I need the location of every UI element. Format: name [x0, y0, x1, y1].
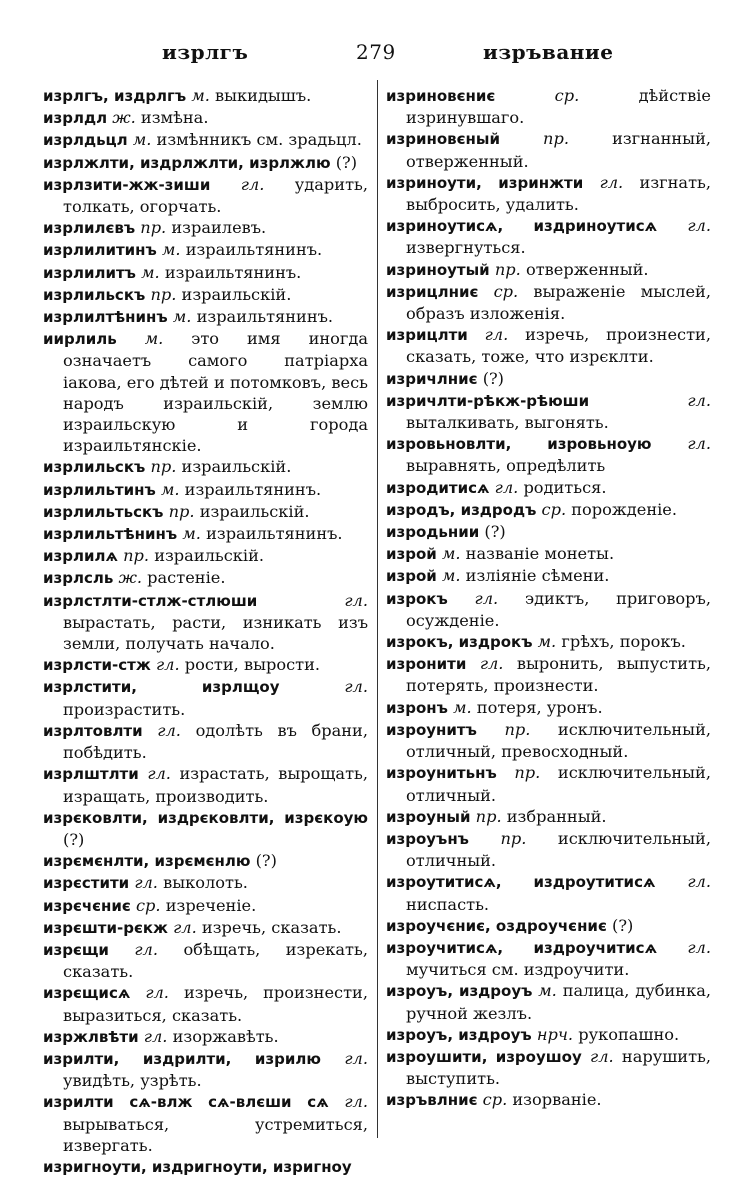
grammar-label: пр.	[168, 501, 195, 521]
grammar-label: ср.	[482, 1090, 508, 1110]
headword: изровьновлти, изровьноую	[386, 435, 652, 454]
definition: дѣйствіе изринувшаго.	[406, 86, 711, 128]
definition: избранный.	[506, 806, 607, 826]
dictionary-entry	[386, 915, 711, 937]
dictionary-entry	[43, 1156, 368, 1178]
dictionary-entry	[386, 653, 711, 696]
dictionary-entry	[43, 807, 368, 850]
definition: выравнять, опредѣлить	[406, 456, 606, 476]
dictionary-entry	[43, 1091, 368, 1156]
definition: вырастать, расти, изникать изъ земли, получать начало.	[63, 612, 368, 654]
headword: изрлзити-жж-зиши	[43, 175, 211, 194]
headword: изрлстлти-стлж-стлюши	[43, 591, 258, 610]
headword: изроучитисѧ, издроучитисѧ	[386, 938, 658, 957]
grammar-label: гл.	[687, 937, 711, 957]
grammar-label: гл.	[344, 590, 368, 610]
grammar-label: м.	[441, 566, 461, 586]
definition: грѣхъ, порокъ.	[561, 632, 686, 652]
dictionary-entry	[386, 499, 711, 521]
dictionary-entry	[43, 939, 368, 982]
dictionary-entry	[43, 328, 368, 456]
dictionary-entry	[43, 306, 368, 328]
headword: изроутитисѧ, издроутитисѧ	[386, 873, 656, 892]
headword: изриноутый	[386, 260, 490, 279]
headword: изроучєниє, оздроучєниє	[386, 916, 607, 935]
definition: это имя иногда означаетъ самого патріарха іакова, его дѣтей и потомковъ, весь народъ израильскій, землю израильскую и города израильтянскіе.	[63, 329, 369, 456]
definition: изгнать, выбросить, удалить.	[406, 172, 711, 215]
dictionary-entry	[43, 676, 368, 719]
headword: изржлвѣти	[43, 1027, 139, 1046]
grammar-label: гл.	[344, 677, 368, 697]
definition: выкидышъ.	[215, 86, 312, 105]
headword: изроушити, изроушоу	[386, 1047, 582, 1066]
headword: изрилти, издрилти, изрилю	[43, 1049, 321, 1068]
dictionary-entry	[43, 590, 368, 655]
dictionary-entry	[386, 828, 711, 871]
grammar-label: пр.	[543, 129, 569, 149]
definition: израильтянинъ.	[196, 307, 334, 327]
dictionary-entry	[386, 172, 711, 215]
headword: изричлти-рѣкж-рѣюши	[386, 391, 590, 410]
dictionary-entry	[43, 982, 368, 1025]
grammar-label: м.	[182, 524, 201, 544]
dictionary-entry	[43, 479, 368, 501]
definition: эдиктъ, приговоръ, осужденіе.	[406, 588, 711, 630]
headword: изродьнии	[386, 523, 480, 542]
headword: изриноути, изринжти	[386, 173, 584, 192]
headword: изродитисѧ	[386, 478, 490, 497]
grammar-label: пр.	[514, 763, 541, 783]
grammar-label: гл.	[134, 873, 158, 893]
definition: вырываться, устремиться, извергать.	[63, 1114, 368, 1155]
dictionary-entry	[43, 1048, 368, 1091]
definition: израильтянинъ.	[185, 240, 323, 260]
dictionary-entry	[386, 543, 711, 565]
definition: названіе монеты.	[465, 544, 615, 564]
dictionary-entry	[386, 762, 711, 805]
definition: нарушить, выступить.	[406, 1046, 711, 1089]
page-number: 279	[356, 40, 396, 64]
definition: (?)	[63, 829, 85, 849]
left-column	[43, 85, 368, 1178]
definition: (?)	[255, 851, 277, 871]
definition: палица, дубинка, ручной жезлъ.	[406, 981, 711, 1023]
definition: мучиться см. издроучити.	[406, 960, 630, 980]
headword: иирлиль	[43, 330, 117, 349]
grammar-label: гл.	[240, 174, 265, 194]
dictionary-entry	[386, 390, 711, 433]
grammar-label: м.	[537, 632, 557, 652]
headword: изръвлниє	[386, 1091, 478, 1110]
dictionary-entry	[386, 719, 711, 762]
definition: рости, вырости.	[184, 655, 321, 675]
dictionary-entry	[43, 763, 368, 806]
headword: изроуъ, издроуъ	[386, 982, 533, 1001]
definition: выталкивать, выгонять.	[406, 413, 609, 433]
grammar-label: гл.	[474, 588, 499, 608]
headword: изрицлти	[386, 326, 468, 345]
grammar-label: ср.	[541, 499, 567, 519]
headword: изрлжлти, издрлжлти, изрлжлю	[43, 153, 331, 172]
headword: изроунитьнъ	[386, 764, 497, 783]
grammar-label: м.	[160, 479, 180, 499]
dictionary-entry	[386, 281, 711, 324]
headword: изрлильскъ	[43, 458, 146, 477]
definition: израилевъ.	[171, 218, 267, 238]
dictionary-entry	[386, 521, 711, 543]
dictionary-entry	[43, 523, 368, 545]
definition: родиться.	[523, 477, 607, 497]
definition: изречь, произнести, сказать, тоже, что изрєклти.	[406, 325, 711, 367]
dictionary-entry	[386, 368, 711, 390]
dictionary-entry	[386, 937, 711, 980]
definition: израильскій.	[154, 546, 264, 566]
grammar-label: гл.	[143, 1026, 168, 1046]
headword: изрлсти-стж	[43, 656, 151, 675]
grammar-label: м.	[453, 697, 472, 717]
grammar-label: пр.	[475, 806, 502, 826]
grammar-label: гл.	[590, 1046, 614, 1066]
headword: изрєщи	[43, 940, 109, 959]
grammar-label: нрч.	[536, 1024, 574, 1044]
definition: (?)	[612, 915, 634, 935]
definition: выраженіе мыслей, образъ изложенія.	[406, 281, 711, 324]
grammar-label: м.	[172, 307, 192, 327]
definition: ударить, толкать, огорчать.	[63, 174, 368, 217]
grammar-label: пр.	[150, 457, 177, 477]
dictionary-entry	[43, 850, 368, 872]
grammar-label: ср.	[554, 86, 580, 105]
headword: изроуъ, издроуъ	[386, 1025, 532, 1044]
definition: потеря, уронъ.	[476, 697, 603, 717]
grammar-label: гл.	[687, 434, 711, 454]
headword: изрлилитинъ	[43, 241, 157, 260]
headword: изрєстити	[43, 874, 130, 893]
headword: изрлильтѣнинъ	[43, 525, 178, 544]
grammar-label: гл.	[494, 477, 519, 497]
headword: изрлилєвъ	[43, 219, 136, 238]
dictionary-entry	[386, 259, 711, 281]
definition: растеніе.	[147, 568, 226, 588]
headword: изронити	[386, 655, 467, 674]
dictionary-entry	[43, 720, 368, 763]
dictionary-entry	[43, 567, 368, 589]
headword: изрой	[386, 545, 437, 564]
headword: изроуный	[386, 807, 471, 826]
definition: израильскій.	[199, 501, 310, 521]
dictionary-entry	[386, 1024, 711, 1046]
dictionary-entry	[386, 477, 711, 499]
definition: (?)	[482, 368, 504, 388]
grammar-label: гл.	[147, 764, 171, 784]
definition: одолѣть въ брани, побѣдить.	[63, 720, 368, 763]
dictionary-entry	[386, 85, 711, 128]
grammar-label: гл.	[687, 216, 711, 236]
dictionary-entry	[386, 215, 711, 258]
grammar-label: м.	[161, 240, 181, 260]
grammar-label: пр.	[504, 719, 531, 739]
definition: рукопашно.	[578, 1024, 680, 1044]
grammar-label: ж.	[112, 108, 136, 128]
grammar-label: м.	[191, 86, 210, 105]
grammar-label: м.	[144, 329, 164, 349]
headword: изриновєниє	[386, 87, 496, 105]
headword: изрємєнлти, изрємєнлю	[43, 852, 251, 871]
dictionary-entry	[43, 174, 368, 217]
definition: порожденіе.	[571, 499, 678, 519]
headword: изрилти сѧ-влж сѧ-влєши сѧ	[43, 1093, 329, 1112]
column-divider	[377, 80, 378, 1138]
grammar-label: пр.	[150, 284, 177, 304]
grammar-label: гл.	[157, 720, 181, 740]
dictionary-entry	[386, 1089, 711, 1111]
headword: изродъ, издродъ	[386, 500, 537, 519]
definition: изліяніе сѣмени.	[465, 566, 610, 586]
dictionary-entry	[386, 980, 711, 1023]
headword: изрокъ, издрокъ	[386, 633, 533, 652]
headword: изрєковлти, издрєковлти, изрєкоую	[43, 808, 368, 827]
headword: изрлильтинъ	[43, 480, 156, 499]
headword: изриноутисѧ, издриноутисѧ	[386, 217, 658, 236]
headword: изрлдл	[43, 109, 108, 128]
dictionary-entry	[43, 217, 368, 239]
headword: изрлсль	[43, 569, 114, 588]
grammar-label: ср.	[135, 895, 161, 915]
headword: изрлштлти	[43, 765, 139, 784]
dictionary-entry	[43, 654, 368, 676]
headword: изрлгъ, издрлгъ	[43, 87, 187, 105]
definition: (?)	[335, 152, 358, 172]
definition: изречь, сказать.	[201, 917, 342, 937]
definition: (?)	[484, 522, 506, 542]
dictionary-entry	[43, 152, 368, 174]
dictionary-entry	[386, 565, 711, 587]
headword: изрлильтьскъ	[43, 502, 164, 521]
dictionary-entry	[386, 588, 711, 631]
grammar-label: м.	[538, 981, 557, 1001]
definition: исключительный, отличный, превосходный.	[406, 719, 711, 762]
grammar-label: м.	[132, 130, 152, 150]
headword: изрєшти-рєкж	[43, 918, 168, 937]
definition: ниспасть.	[406, 894, 490, 914]
dictionary-entry	[386, 631, 711, 653]
headword: изрлилитъ	[43, 263, 136, 282]
definition: измѣнникъ см. зрадьцл.	[156, 130, 362, 150]
grammar-label: пр.	[123, 546, 150, 566]
grammar-label: гл.	[484, 325, 509, 345]
grammar-label: гл.	[134, 939, 159, 959]
definition: изоржавѣть.	[172, 1026, 279, 1046]
dictionary-entry	[386, 324, 711, 367]
dictionary-entry	[386, 1046, 711, 1089]
headword: изроуънъ	[386, 829, 469, 848]
definition: измѣна.	[140, 108, 209, 128]
definition: увидѣть, узрѣть.	[63, 1071, 202, 1091]
grammar-label: ср.	[493, 281, 519, 301]
grammar-label: гл.	[145, 983, 169, 1003]
headword: изрлтовлти	[43, 721, 143, 740]
headword: изроунитъ	[386, 720, 477, 739]
dictionary-entry	[43, 545, 368, 567]
definition: израильскій.	[181, 284, 292, 304]
grammar-label: м.	[141, 262, 160, 282]
grammar-label: пр.	[140, 218, 167, 238]
dictionary-entry	[386, 433, 711, 476]
grammar-label: пр.	[500, 828, 527, 848]
page-header	[0, 40, 740, 70]
dictionary-entry	[43, 85, 368, 107]
definition: выколоть.	[163, 873, 248, 893]
definition: исключительный, отличный.	[406, 828, 711, 871]
definition: отверженный.	[525, 259, 649, 279]
grammar-label: гл.	[479, 654, 504, 674]
headword: изричлниє	[386, 369, 478, 388]
grammar-label: м.	[441, 544, 461, 564]
dictionary-entry	[43, 1026, 368, 1048]
headword: изрєчєниє	[43, 896, 131, 915]
dictionary-entry	[43, 917, 368, 939]
dictionary-entry	[386, 697, 711, 719]
definition: израильтянинъ.	[184, 479, 322, 499]
dictionary-entry	[43, 895, 368, 917]
headword: изрлстити, изрлщоу	[43, 678, 280, 697]
headword: изрлильскъ	[43, 285, 146, 304]
headword: изрлдьцл	[43, 131, 128, 150]
grammar-label: гл.	[173, 917, 197, 937]
running-head-left: изрлгъ	[162, 40, 249, 64]
headword: изригноути, издригноути, изригноу	[43, 1157, 352, 1176]
dictionary-entry	[43, 872, 368, 894]
definition: извергнуться.	[406, 238, 526, 258]
dictionary-entry	[386, 871, 711, 914]
headword: изрицлниє	[386, 282, 479, 301]
dictionary-entry	[43, 239, 368, 261]
definition: выронить, выпустить, потерять, произнести.	[406, 654, 711, 696]
grammar-label: гл.	[344, 1048, 368, 1068]
dictionary-entry	[43, 284, 368, 306]
definition: израильтянинъ.	[164, 262, 302, 282]
dictionary-entry	[386, 128, 711, 171]
headword: изрокъ	[386, 589, 448, 608]
headword: изронъ	[386, 698, 448, 717]
definition: израильскій.	[181, 457, 292, 477]
grammar-label: гл.	[344, 1092, 368, 1112]
dictionary-entry	[43, 501, 368, 523]
definition: изорваніе.	[512, 1090, 602, 1110]
definition: изречь, произнести, выразиться, сказать.	[63, 983, 368, 1025]
definition: исключительный, отличный.	[406, 763, 711, 805]
definition: израстать, вырощать, изращать, производить.	[63, 764, 368, 806]
definition: произрастить.	[63, 699, 186, 719]
definition: изгнанный, отверженный.	[406, 129, 711, 171]
grammar-label: пр.	[494, 259, 521, 279]
grammar-label: ж.	[118, 568, 143, 588]
definition: израильтянинъ.	[206, 524, 343, 544]
dictionary-entry	[43, 262, 368, 284]
definition: обѣщать, изрекать, сказать.	[63, 939, 368, 982]
grammar-label: гл.	[687, 872, 711, 892]
headword: изрлилѧ	[43, 547, 118, 566]
headword: изрєщисѧ	[43, 984, 131, 1003]
dictionary-entry	[43, 456, 368, 478]
grammar-label: гл.	[599, 172, 624, 192]
right-column	[386, 85, 711, 1112]
headword: изрлилтѣнинъ	[43, 308, 168, 327]
running-head-right: изръвание	[483, 40, 614, 64]
grammar-label: гл.	[687, 390, 711, 410]
definition: изреченіе.	[165, 895, 257, 915]
dictionary-entry	[43, 107, 368, 129]
dictionary-entry	[386, 806, 711, 828]
dictionary-entry	[43, 129, 368, 151]
headword: изрой	[386, 567, 437, 586]
grammar-label: гл.	[155, 655, 180, 675]
headword: изриновєный	[386, 130, 500, 149]
